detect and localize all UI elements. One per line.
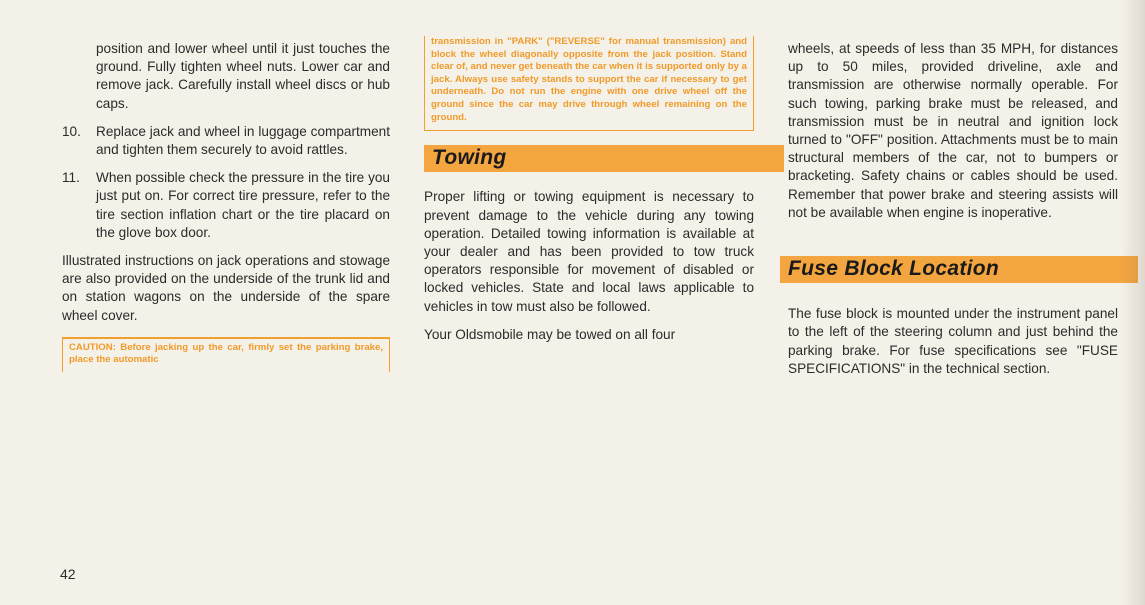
illustrated-instructions: Illustrated instructions on jack operations and stowage are also provided on the underside of the trunk lid and on station wagons on the underside of the spare wheel cover. (62, 253, 390, 323)
step-text: When possible check the pressure in the tire you just put on. For correct tire pressure, refer to the tire section inflation chart or the tire placard on the glove box door. (96, 170, 390, 240)
step-item (62, 123, 390, 159)
towing-paragraph-start: Your Oldsmobile may be towed on all four (424, 326, 676, 342)
fuse-block-heading: Fuse Block Location (780, 256, 1138, 283)
caution-box-continued (424, 36, 754, 131)
step-number: 10. (62, 123, 81, 139)
step-item (62, 169, 390, 242)
caution-box-start (62, 337, 390, 372)
middle-column (424, 36, 754, 354)
fuse-block-text: The fuse block is mounted under the instrument panel to the left of the steering column and just behind the parking brake. For fuse specifications see "FUSE SPECIFICATIONS" in the technical section. (788, 306, 1118, 376)
towing-heading: Towing (424, 145, 784, 172)
towing-paragraph: Proper lifting or towing equipment is necessary to prevent damage to the vehicle during any towing operation. Detailed towing information is available at your dealer and has been provided to tow truck operators responsible for movement of disabled or locked vehicles. State and local laws applicable to vehicles in tow must also be followed. (424, 189, 754, 314)
step-list (62, 123, 390, 242)
caution-text: transmission in "PARK" ("REVERSE" for manual transmission) and block the wheel diagonally opposite from the jack position. Stand clear of, and never get beneath the car when it is supported only by a jack. Always use safety stands to support the car if necessary to get underneath. Do not run the engine with one drive wheel off the ground since the car may drive through wheel remaining on the ground. (431, 36, 747, 123)
caution-text: CAUTION: Before jacking up the car, firmly set the parking brake, place the automatic (69, 341, 383, 366)
continued-step-text: position and lower wheel until it just touches the ground. Fully tighten wheel nuts. Lower car and remove jack. Carefully install wheel discs or hub caps. (96, 41, 390, 111)
right-column (788, 40, 1118, 388)
step-number: 11. (62, 170, 80, 186)
page-number: 42 (60, 566, 76, 582)
towing-paragraph-continued: wheels, at speeds of less than 35 MPH, for distances up to 50 miles, provided driveline, axle and transmission are otherwise normally operable. For such towing, parking brake must be released, and transmission must be in neutral and ignition lock turned to "OFF" position. Attachments must be to main structural members of the car, not to bumpers or bracketing. Safety chains or cables should be used. Remember that power brake and steering assists will not be available when engine is inoperative. (788, 41, 1118, 220)
step-text: Replace jack and wheel in luggage compartment and tighten them securely to avoid rattles. (96, 123, 390, 158)
page-edge-shadow (1121, 0, 1145, 605)
left-column (62, 40, 390, 372)
